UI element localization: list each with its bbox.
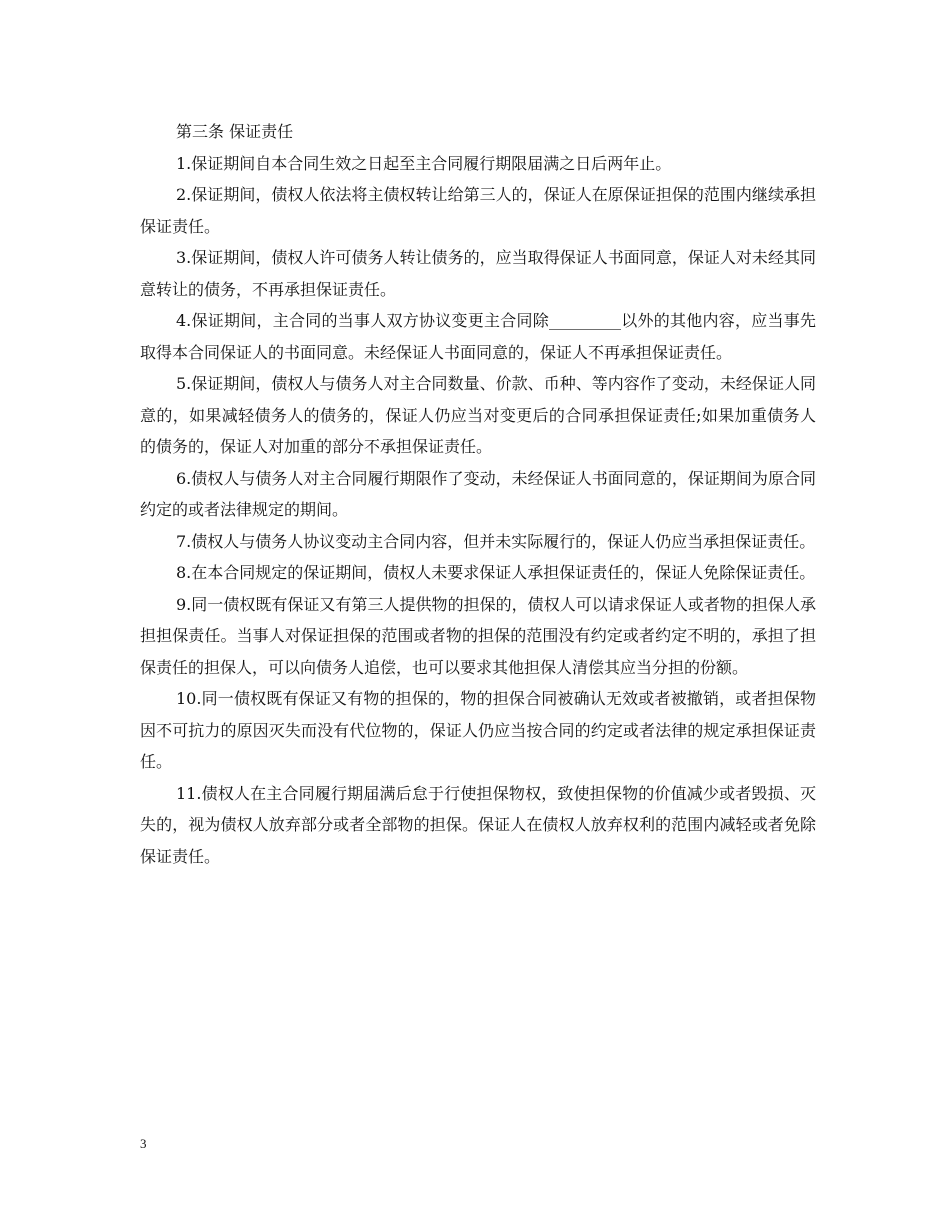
page-number: 3 xyxy=(140,1136,147,1151)
clause-4: 4.保证期间，主合同的当事人双方协议变更主合同除_________以外的其他内容，应当事先取得本合同保证人的书面同意。未经保证人书面同意的，保证人不再承担保证责任。 xyxy=(140,311,816,362)
clause-6: 6.债权人与债务人对主合同履行期限作了变动，未经保证人书面同意的，保证期间为原合同约定的或者法律规定的期间。 xyxy=(140,468,816,519)
document-body xyxy=(140,116,816,872)
clause-11: 11.债权人在主合同履行期届满后怠于行使担保物权，致使担保物的价值减少或者毁损、灭失的，视为债权人放弃部分或者全部物的担保。保证人在债权人放弃权利的范围内减轻或者免除保证责任。 xyxy=(140,783,816,866)
clause-7: 7.债权人与债务人协议变动主合同内容，但并未实际履行的，保证人仍应当承担保证责任。 xyxy=(176,531,816,551)
clause-9: 9.同一债权既有保证又有第三人提供物的担保的，债权人可以请求保证人或者物的担保人承担担保责任。当事人对保证担保的范围或者物的担保的范围没有约定或者约定不明的，承担了担保责任的担保人，可以向债务人追偿，也可以要求其他担保人清偿其应当分担的份额。 xyxy=(140,594,816,677)
clause-5: 5.保证期间，债权人与债务人对主合同数量、价款、币种、等内容作了变动，未经保证人同意的，如果减轻债务人的债务的，保证人仍应当对变更后的合同承担保证责任;如果加重债务人的债务的，保证人对加重的部分不承担保证责任。 xyxy=(140,374,816,456)
clause-1: 1.保证期间自本合同生效之日起至主合同履行期限届满之日后两年止。 xyxy=(176,153,672,173)
clause-10: 10.同一债权既有保证又有物的担保的，物的担保合同被确认无效或者被撤销，或者担保物因不可抗力的原因灭失而没有代位物的，保证人仍应当按合同的约定或者法律的规定承担保证责任。 xyxy=(140,689,816,771)
clause-2: 2.保证期间，债权人依法将主债权转让给第三人的，保证人在原保证担保的范围内继续承担保证责任。 xyxy=(140,185,816,236)
clause-3: 3.保证期间，债权人许可债务人转让债务的，应当取得保证人书面同意，保证人对未经其同意转让的债务，不再承担保证责任。 xyxy=(140,248,816,299)
clause-8: 8.在本合同规定的保证期间，债权人未要求保证人承担保证责任的，保证人免除保证责任。 xyxy=(176,563,816,582)
article-heading: 第三条 保证责任 xyxy=(176,122,294,141)
